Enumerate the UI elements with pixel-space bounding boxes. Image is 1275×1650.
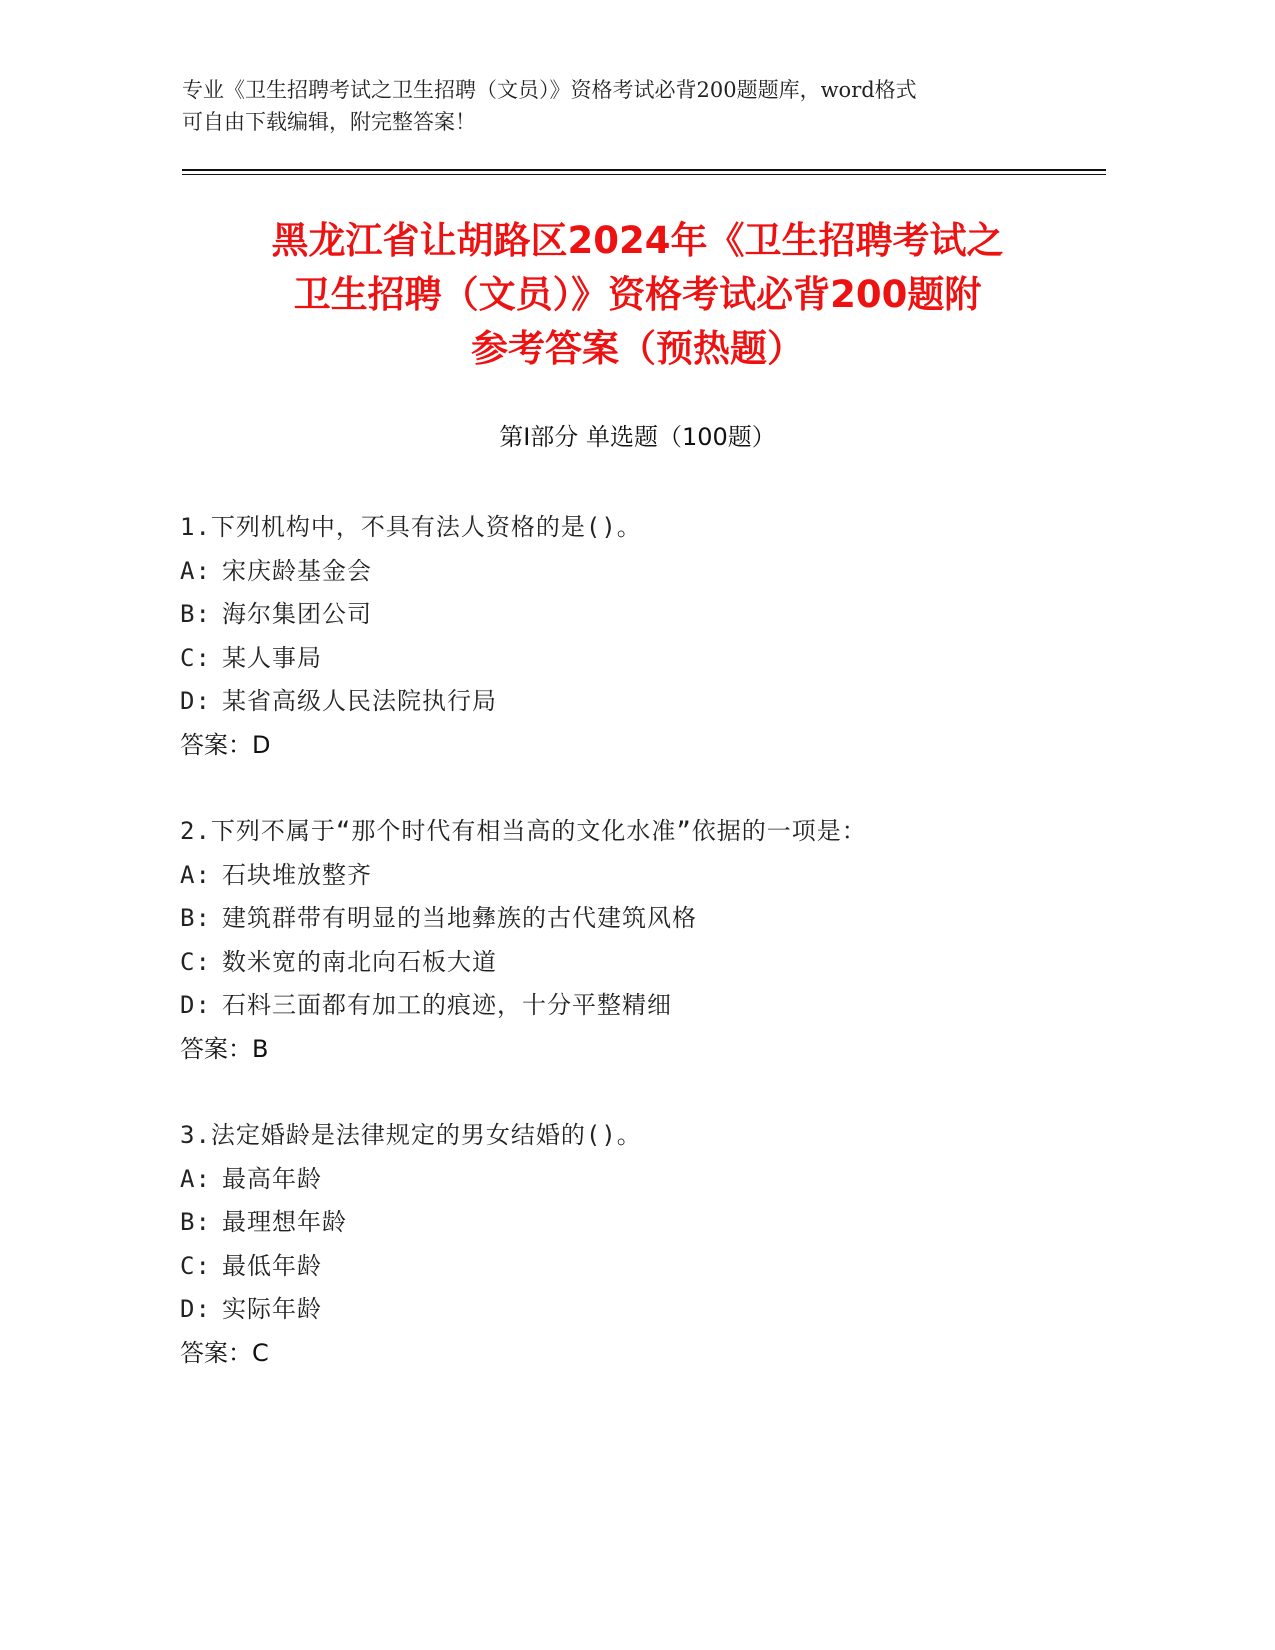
header-note-line-1: 专业《卫生招聘考试之卫生招聘（文员）》资格考试必背200题题库，word格式	[182, 78, 917, 102]
question-stem: 3.法定婚龄是法律规定的男女结婚的()。	[180, 1121, 642, 1149]
option-letter: D:	[180, 687, 211, 715]
question-answer: 答案：C	[180, 1338, 269, 1367]
question-option	[180, 1158, 1120, 1202]
question-option	[180, 897, 1120, 941]
option-letter: D:	[180, 991, 211, 1019]
question-option	[180, 637, 1120, 681]
option-text: 某人事局	[222, 643, 322, 672]
question-option	[180, 1201, 1120, 1245]
question-option	[180, 941, 1120, 985]
question-option	[180, 593, 1120, 637]
header-note	[182, 74, 1062, 138]
question-option	[180, 984, 1120, 1028]
option-text: 最高年龄	[222, 1164, 322, 1193]
option-text: 石料三面都有加工的痕迹，十分平整精细	[222, 991, 672, 1019]
question-answer: 答案：B	[180, 1034, 269, 1063]
option-text: 石块堆放整齐	[222, 860, 372, 889]
option-text: 实际年龄	[222, 1295, 322, 1323]
option-letter: B:	[180, 1208, 211, 1236]
header-note-line-2: 可自由下载编辑，附完整答案！	[182, 110, 476, 134]
option-letter: C:	[180, 947, 211, 976]
document-title-line-1: 黑龙江省让胡路区2024年《卫生招聘考试之	[271, 219, 1004, 262]
question-stem: 2.下列不属于“那个时代有相当高的文化水准”依据的一项是：	[180, 817, 867, 845]
option-letter: A:	[180, 1164, 211, 1193]
option-text: 海尔集团公司	[222, 600, 372, 628]
question-option	[180, 1288, 1120, 1332]
document-title-line-2: 卫生招聘（文员）》资格考试必背200题附	[293, 273, 982, 316]
option-text: 数米宽的南北向石板大道	[222, 947, 497, 976]
question-item	[180, 1114, 1120, 1375]
question-option	[180, 854, 1120, 898]
option-text: 宋庆龄基金会	[222, 556, 372, 585]
option-letter: A:	[180, 556, 211, 585]
question-list	[180, 506, 1120, 1418]
option-letter: C:	[180, 643, 211, 672]
section-heading: 第Ⅰ部分 单选题（100题）	[499, 423, 776, 451]
document-title	[150, 214, 1125, 376]
question-stem: 1.下列机构中，不具有法人资格的是()。	[180, 513, 642, 541]
question-item	[180, 810, 1120, 1071]
option-letter: C:	[180, 1251, 211, 1280]
option-letter: D:	[180, 1295, 211, 1323]
question-item	[180, 506, 1120, 767]
question-option	[180, 550, 1120, 594]
question-option	[180, 1245, 1120, 1289]
header-divider-thick	[182, 169, 1106, 171]
option-letter: A:	[180, 860, 211, 889]
option-text: 最低年龄	[222, 1251, 322, 1280]
option-letter: B:	[180, 600, 211, 628]
header-divider-thin	[182, 174, 1106, 175]
option-text: 最理想年龄	[222, 1208, 347, 1236]
question-answer: 答案：D	[180, 730, 271, 759]
document-title-line-3: 参考答案（预热题）	[471, 327, 804, 370]
question-option	[180, 680, 1120, 724]
option-text: 建筑群带有明显的当地彝族的古代建筑风格	[222, 904, 697, 932]
option-text: 某省高级人民法院执行局	[222, 687, 497, 715]
option-letter: B:	[180, 904, 211, 932]
